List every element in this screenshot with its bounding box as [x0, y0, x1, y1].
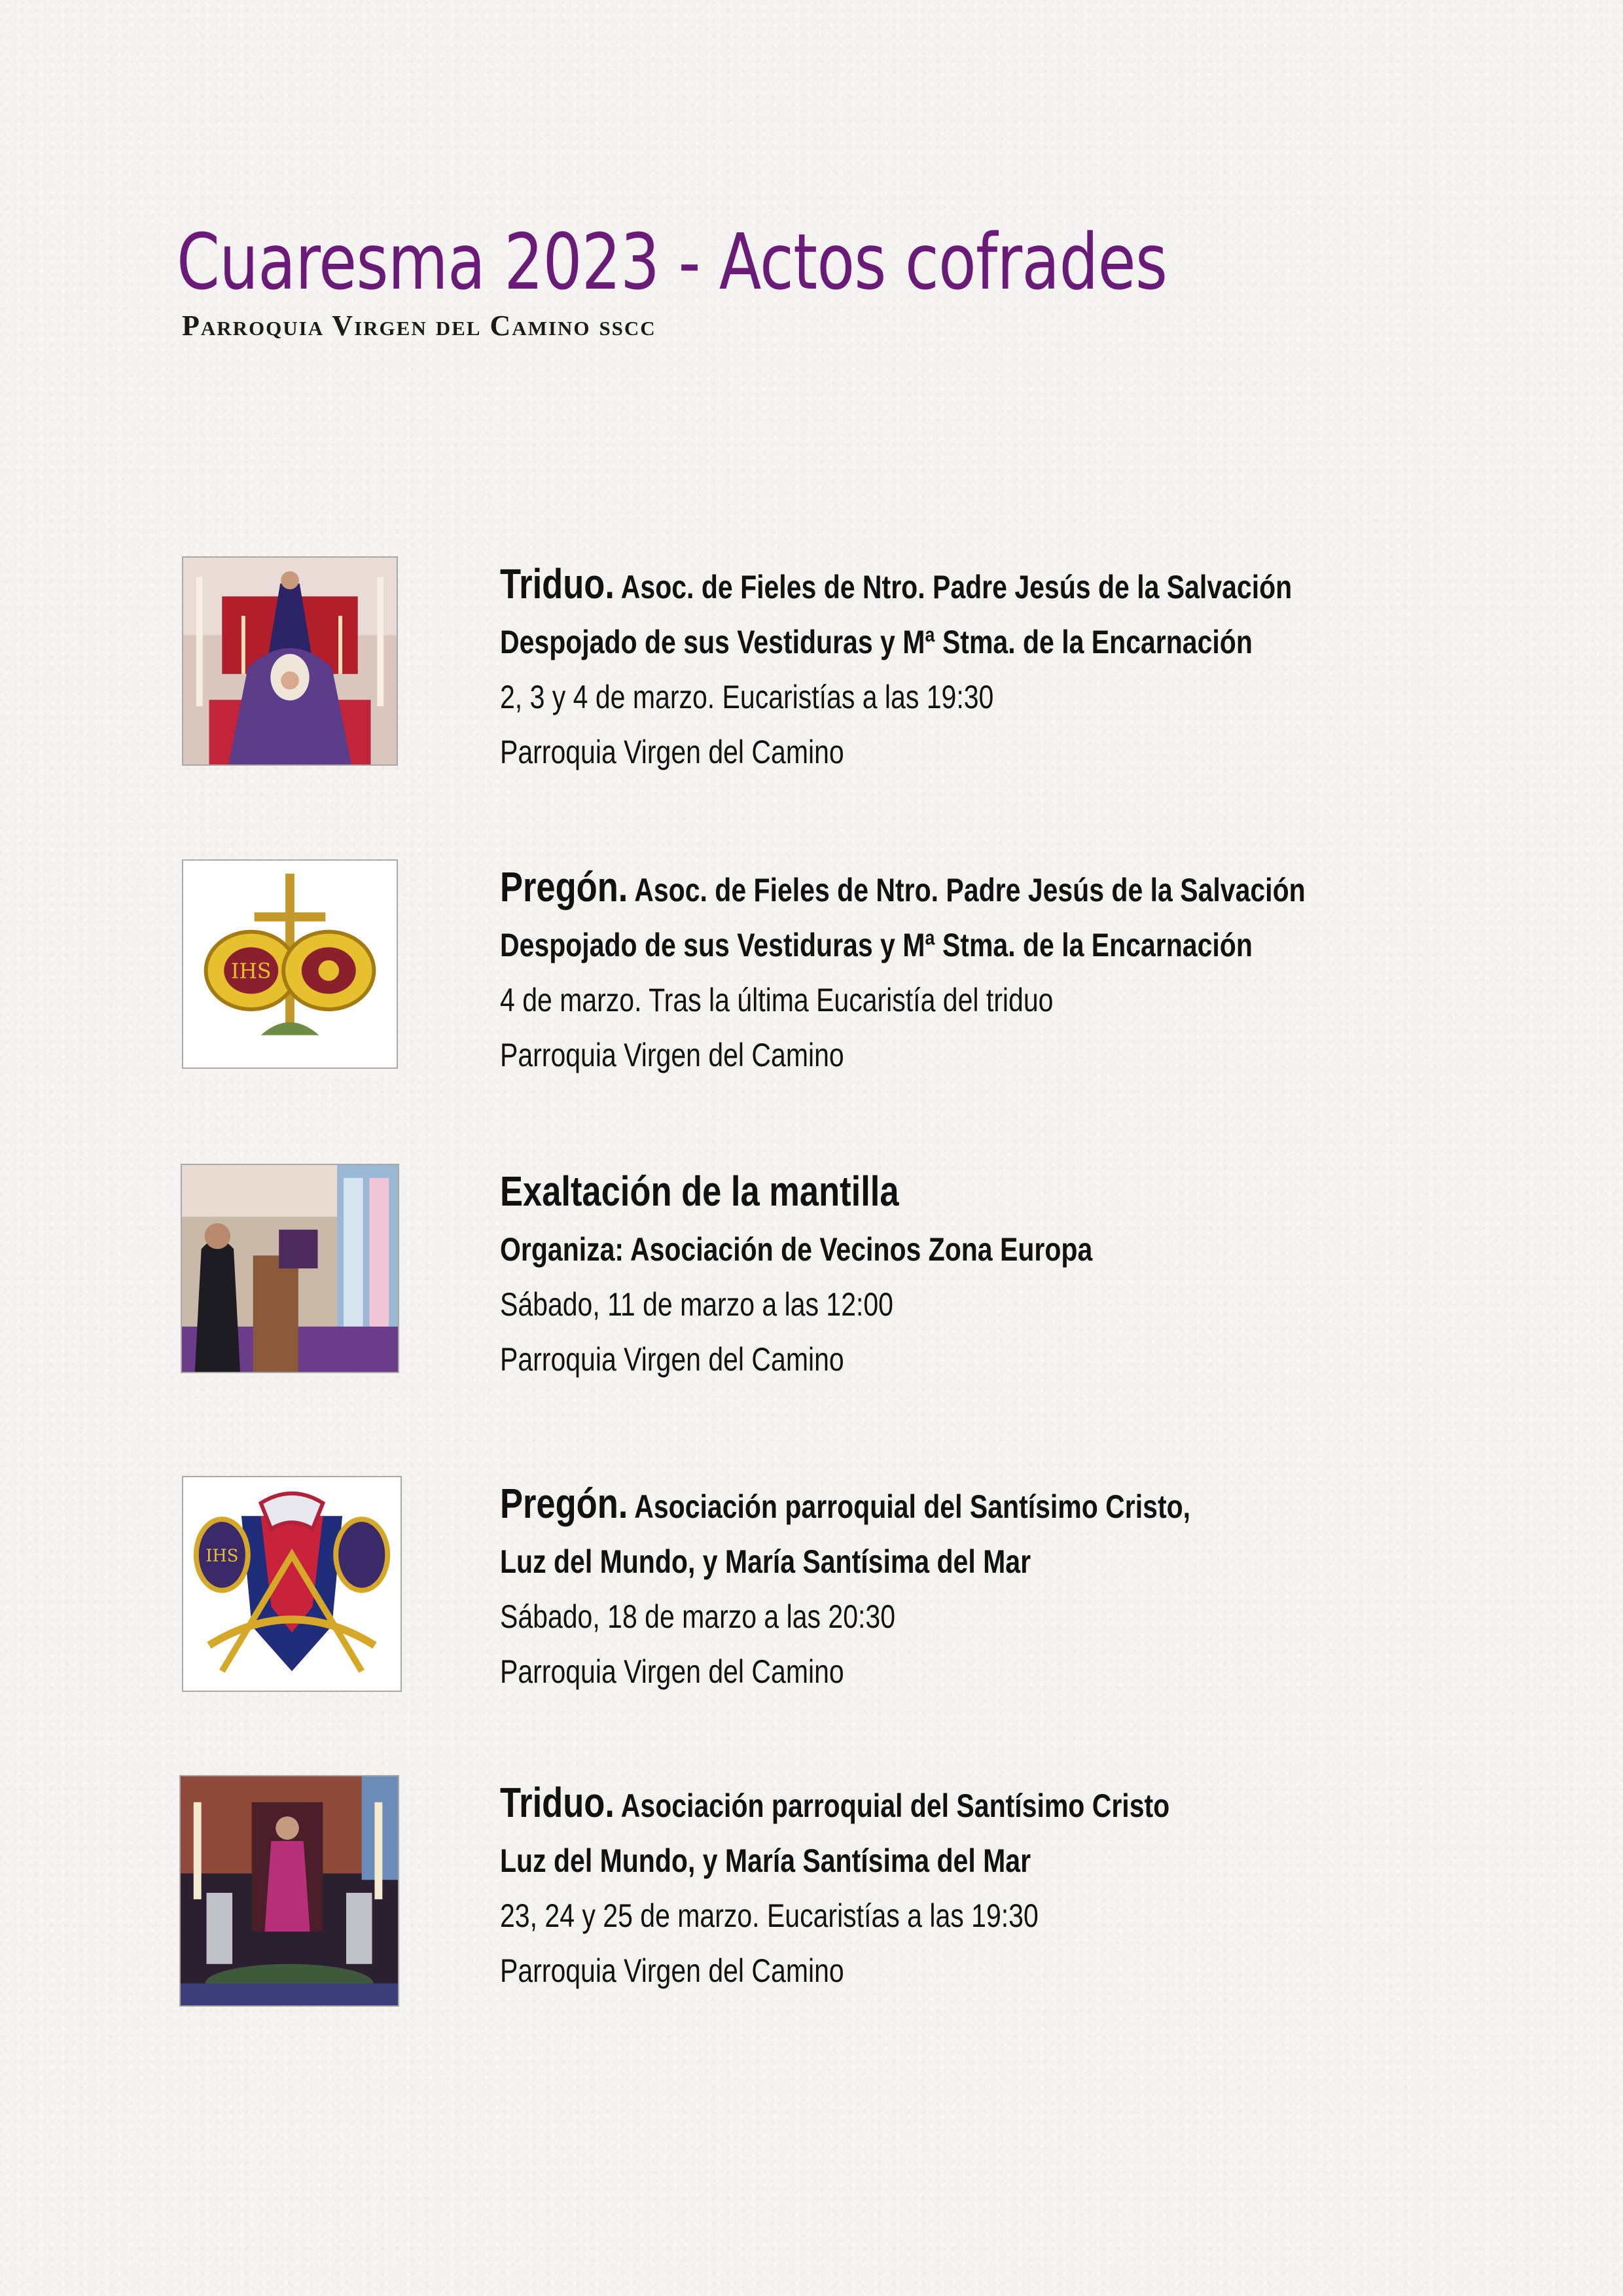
- page-subtitle: Parroquia Virgen del Camino sscc: [182, 310, 656, 342]
- event-organizer-cont: Organiza: Asociación de Vecinos Zona Europa: [500, 1231, 1093, 1268]
- event-heading: [500, 1476, 1385, 1534]
- event-organizer-cont: Luz del Mundo, y María Santísima del Mar: [500, 1842, 1031, 1879]
- event-organizer: Asociación parroquial del Santísimo Cristo: [620, 1787, 1170, 1824]
- event-place: Parroquia Virgen del Camino: [500, 734, 844, 770]
- event-image-crest: [182, 859, 398, 1069]
- svg-text:IHS: IHS: [205, 1546, 239, 1566]
- event-date: Sábado, 11 de marzo a las 12:00: [500, 1286, 893, 1323]
- event-image-altar: [182, 556, 398, 766]
- event-image-anchor-crest: [182, 1476, 402, 1692]
- event-place: Parroquia Virgen del Camino: [500, 1952, 844, 1989]
- event-date: 2, 3 y 4 de marzo. Eucaristías a las 19:30: [500, 679, 994, 715]
- event-organizer-cont: Despojado de sus Vestiduras y Mª Stma. de la Encarnación: [500, 927, 1253, 963]
- event-date: 4 de marzo. Tras la última Eucaristía del triduo: [500, 982, 1054, 1018]
- event-item: [0, 556, 1623, 792]
- event-place: Parroquia Virgen del Camino: [500, 1653, 844, 1690]
- event-place: Parroquia Virgen del Camino: [500, 1037, 844, 1073]
- svg-text:IHS: IHS: [230, 960, 272, 984]
- event-type: Triduo.: [500, 560, 615, 607]
- event-date: Sábado, 18 de marzo a las 20:30: [500, 1598, 896, 1635]
- event-organizer: Asoc. de Fieles de Ntro. Padre Jesús de la Salvación: [634, 872, 1306, 908]
- event-item: [0, 1775, 1623, 2011]
- event-heading: [500, 556, 1385, 615]
- event-place: Parroquia Virgen del Camino: [500, 1341, 844, 1378]
- event-heading: [500, 859, 1385, 918]
- event-item: [0, 1164, 1623, 1399]
- event-image-speaker: [181, 1164, 399, 1373]
- event-heading: [500, 1775, 1385, 1833]
- event-image-altar-2: [179, 1775, 399, 2007]
- event-item: [0, 1476, 1623, 1712]
- event-organizer: Asoc. de Fieles de Ntro. Padre Jesús de la Salvación: [620, 569, 1293, 605]
- event-heading: [500, 1164, 1385, 1222]
- event-type: Pregón.: [500, 863, 628, 910]
- event-organizer-cont: Luz del Mundo, y María Santísima del Mar: [500, 1543, 1031, 1580]
- event-organizer-cont: Despojado de sus Vestiduras y Mª Stma. de la Encarnación: [500, 624, 1253, 660]
- page-title: Cuaresma 2023 - Actos cofrades: [177, 217, 1168, 307]
- event-organizer: Asociación parroquial del Santísimo Cristo,: [634, 1488, 1191, 1525]
- event-item: [0, 859, 1623, 1095]
- event-type: Exaltación de la mantilla: [500, 1168, 899, 1215]
- event-type: Pregón.: [500, 1480, 628, 1527]
- event-date: 23, 24 y 25 de marzo. Eucaristías a las 19:30: [500, 1897, 1039, 1934]
- event-type: Triduo.: [500, 1779, 615, 1826]
